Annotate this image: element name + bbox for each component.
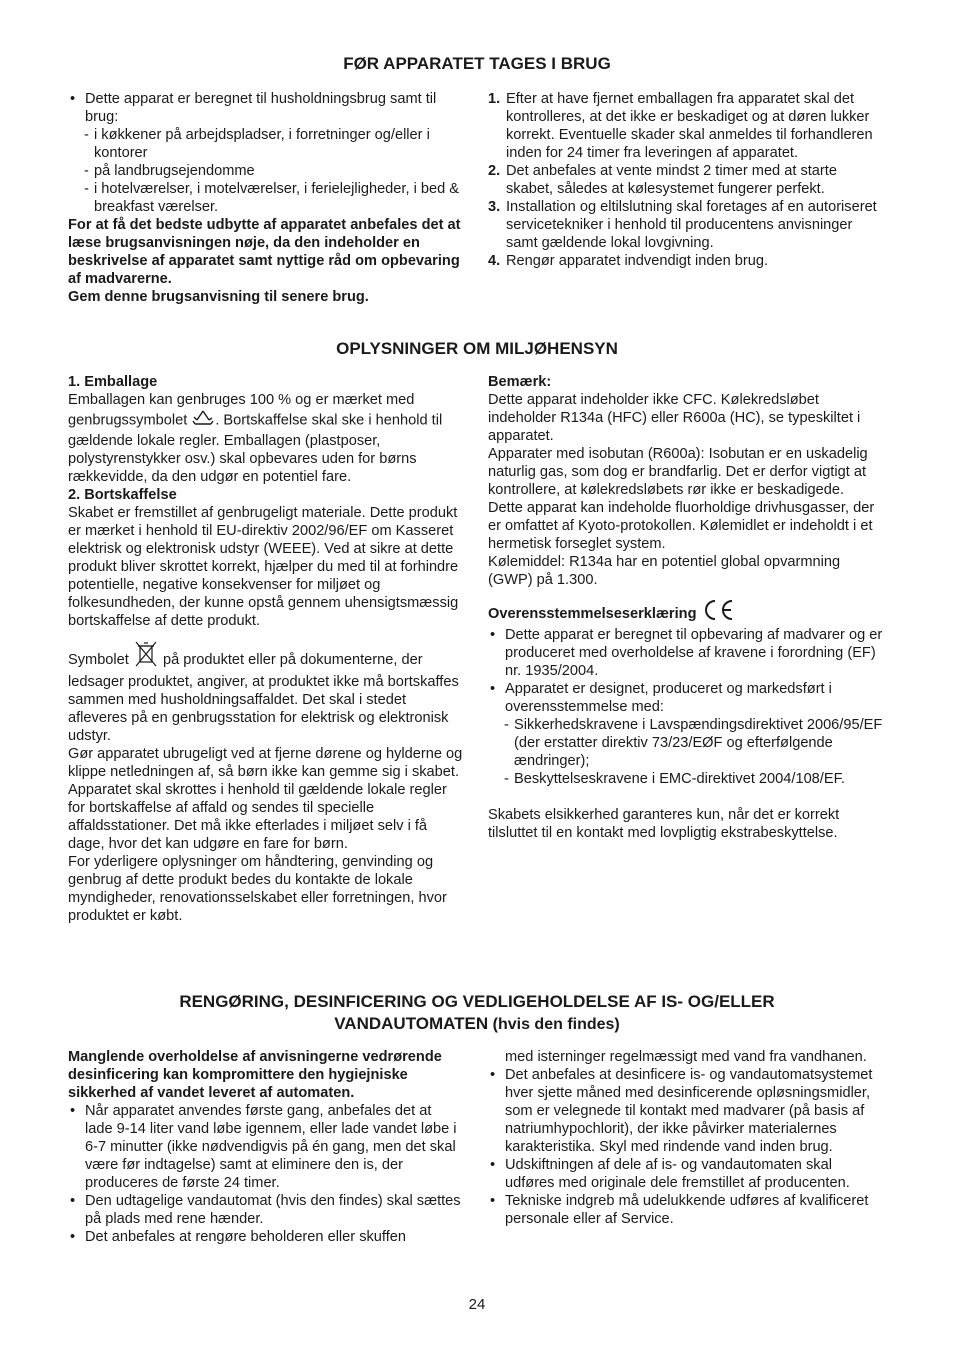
section-title-environment: OPLYSNINGER OM MILJØHENSYN [336,339,618,358]
note-paragraph: Kølemiddel: R134a har en potentiel global opvarmning (GWP) på 1.300. [488,554,841,588]
disposal-paragraph: Gør apparatet ubrugeligt ved at fjerne dørene og hylderne og klippe netledningen af, så børn ikke kan gemme sig i skabet. [68,746,463,780]
list-item [488,252,883,270]
list-item: • Tekniske indgreb må udelukkende udføres af kvalificeret personale eller af Service. [488,1192,883,1228]
before-use-right-column [488,90,883,270]
list-item: • Det anbefales at rengøre beholderen eller skuffen [68,1228,463,1246]
ce-mark-icon [701,599,735,626]
keep-manual-note: Gem denne brugsanvisning til senere brug. [68,289,369,305]
item-text: Rengør apparatet indvendigt inden brug. [506,253,769,269]
disposal-paragraph: Apparatet skal skrottes i henhold til gældende lokale regler for bortskaffelse af affald og sendes til specielle affaldsstationer. Det må ikke efterlades i miljøet selv i få dage, hvor det kan udgøre en fare for børn. [68,782,447,852]
list-item: - i hotelværelser, i motelværelser, i ferielejligheder, i bed & breakfast værelser. [68,180,463,216]
title-line-2-suffix: (hvis den findes) [488,1016,620,1033]
note-paragraph: Dette apparat kan indeholde fluorholdige drivhusgasser, der er omfattet af Kyoto-protokollen. Kølemidlet er indeholdt i et hermetisk forseglet system. [488,500,875,552]
disposal-title: 2. Bortskaffelse [68,487,177,503]
symbol-text-end: på produktet eller på dokumenterne, der ledsager produktet, angiver, at produktet ikke må bortskaffes sammen med husholdningsaffaldet. Det skal i stedet afleveres på en genbrugsstation for elektrisk og elektronisk udstyr. [68,652,459,744]
title-line-2: VANDAUTOMATEN [334,1014,489,1033]
cleaning-left-column [68,1048,463,1246]
page-number: 24 [468,1296,486,1313]
usage-advice: For at få det bedste udbytte af apparatet anbefales det at læse brugsanvisningen nøje, da den indeholder en beskrivelse af apparatet samt nyttige råd om opbevaring af madvarerne. [68,217,461,287]
list-item: • Apparatet er designet, produceret og markedsført i overensstemmelse med: [488,680,883,716]
disposal-paragraph: Skabet er fremstillet af genbrugeligt materiale. Dette produkt er mærket i henhold til EU-direktiv 2002/96/EF om Kasseret elektrisk og elektronisk udstyr (WEEE). Ved at sikre at dette produkt bliver skrottet korrekt, hjælper du med til at forhindre potentielle, negative konsekvenser for miljøet og folkesundheden, der kunne opstå gennem uhensigtsmæssig bortskaffelse af dette produkt. [68,505,459,629]
list-item [68,90,463,126]
item-text: Det anbefales at vente mindst 2 timer med at starte skabet, således at kølesystemet fungerer perfekt. [506,163,837,197]
list-item [488,198,883,252]
list-item: • Udskiftningen af dele af is- og vandautomaten skal udføres med originale dele fremstillet af producenten. [488,1156,883,1192]
list-item [488,90,883,162]
item-number: 4. [488,253,501,269]
list-item-text: Dette apparat er beregnet til husholdningsbrug samt til brug: [85,91,437,125]
crossed-bin-icon [133,640,159,673]
section-title-before-use: FØR APPARATET TAGES I BRUG [343,54,611,73]
title-line-1: RENGØRING, DESINFICERING OG VEDLIGEHOLDELSE AF IS- OG/ELLER [179,992,775,1011]
list-item: • Når apparatet anvendes første gang, anbefales det at lade 9-14 liter vand løbe igennem, eller lade vandet løbe i 6-7 minutter (ikke nødvendigvis på én gang, men det skal være før indtagelse) samt at eliminere den is, der produceres de første 24 timer. [68,1102,463,1192]
list-item [488,162,883,198]
packaging-title: 1. Emballage [68,374,158,390]
disposal-paragraph: For yderligere oplysninger om håndtering, genvinding og genbrug af dette produkt bedes du kontakte de lokale myndigheder, renovationsselskabet eller forretningen, hvor produktet er købt. [68,854,447,924]
environment-right-column [488,373,883,842]
before-use-left-column [68,90,463,306]
note-paragraph: Dette apparat indeholder ikke CFC. Kølekredsløbet indeholder R134a (HFC) eller R600a (HC), se typeskiltet i apparatet. [488,392,861,444]
item-text: Efter at have fjernet emballagen fra apparatet skal det kontrolleres, at det ikke er beskadiget og at døren lukker korrekt. Eventuelle skader skal anmeldes til forhandleren inden for 24 timer fra leveringen af apparatet. [506,91,873,161]
list-item-continuation: med isterninger regelmæssigt med vand fra vandhanen. [505,1049,867,1065]
list-item: • Den udtagelige vandautomat (hvis den findes) skal sættes på plads med rene hænder. [68,1192,463,1228]
warning-text: Manglende overholdelse af anvisningerne vedrørende desinficering kan kompromittere den hygiejniske sikkerhed af vandet leveret af automaten. [68,1049,442,1101]
section-title-cleaning [0,991,954,1036]
note-paragraph: Apparater med isobutan (R600a): Isobutan er en uskadelig naturlig gas, som dog er brandfarlig. Det er derfor vigtigt at kontrollere, at kølekredsløbets rør ikke er beskadigede. [488,446,868,498]
list-item: - på landbrugsejendomme [68,162,463,180]
cleaning-right-column [488,1048,883,1228]
electrical-safety-note: Skabets elsikkerhed garanteres kun, når det er korrekt tilsluttet til en kontakt med lovpligtig ekstrabeskyttelse. [488,807,840,841]
item-number: 2. [488,163,501,179]
item-number: 1. [488,91,501,107]
symbol-paragraph [68,640,463,745]
list-item: • Dette apparat er beregnet til opbevaring af madvarer og er produceret med overholdelse af kravene i forordning (EF) nr. 1935/2004. [488,626,883,680]
list-item: - i køkkener på arbejdspladser, i forretninger og/eller i kontorer [68,126,463,162]
packaging-text [68,391,463,486]
list-item: - Sikkerhedskravene i Lavspændingsdirektivet 2006/95/EF (der erstatter direktiv 73/23/EØF og efterfølgende ændringer); [488,716,883,770]
conformity-title-text: Overensstemmelseserklæring [488,606,697,622]
list-item: - Beskyttelseskravene i EMC-direktivet 2004/108/EF. [488,770,883,788]
symbol-text-start: Symbolet [68,652,129,668]
environment-left-column [68,373,463,925]
conformity-title [488,599,883,626]
item-number: 3. [488,199,501,215]
list-item: • Det anbefales at desinficere is- og vandautomatsystemet hver sjette måned med desinficerende opløsningsmidler, som er velegnede til kontakt med madvarer (på basis af natriumhypochlorit), der ikke påvirker materialernes karakteristika. Skyl med rindende vand inden brug. [488,1066,883,1156]
packaging-text-start: Emballagen kan genbruges 100 % og er mærket med genbrugssymbolet [68,392,415,429]
recycle-icon [191,409,215,432]
note-title: Bemærk: [488,374,552,390]
item-text: Installation og eltilslutning skal foretages af en autoriseret servicetekniker i henhold til producentens anvisninger samt gældende lokal lovgivning. [506,199,877,251]
packaging-text-end: . Bortskaffelse skal ske i henhold til gældende lokale regler. Emballagen (plastposer, polystyrenstykker osv.) skal opbevares uden for børns rækkevidde, da den udgør en potentiel fare. [68,412,443,485]
